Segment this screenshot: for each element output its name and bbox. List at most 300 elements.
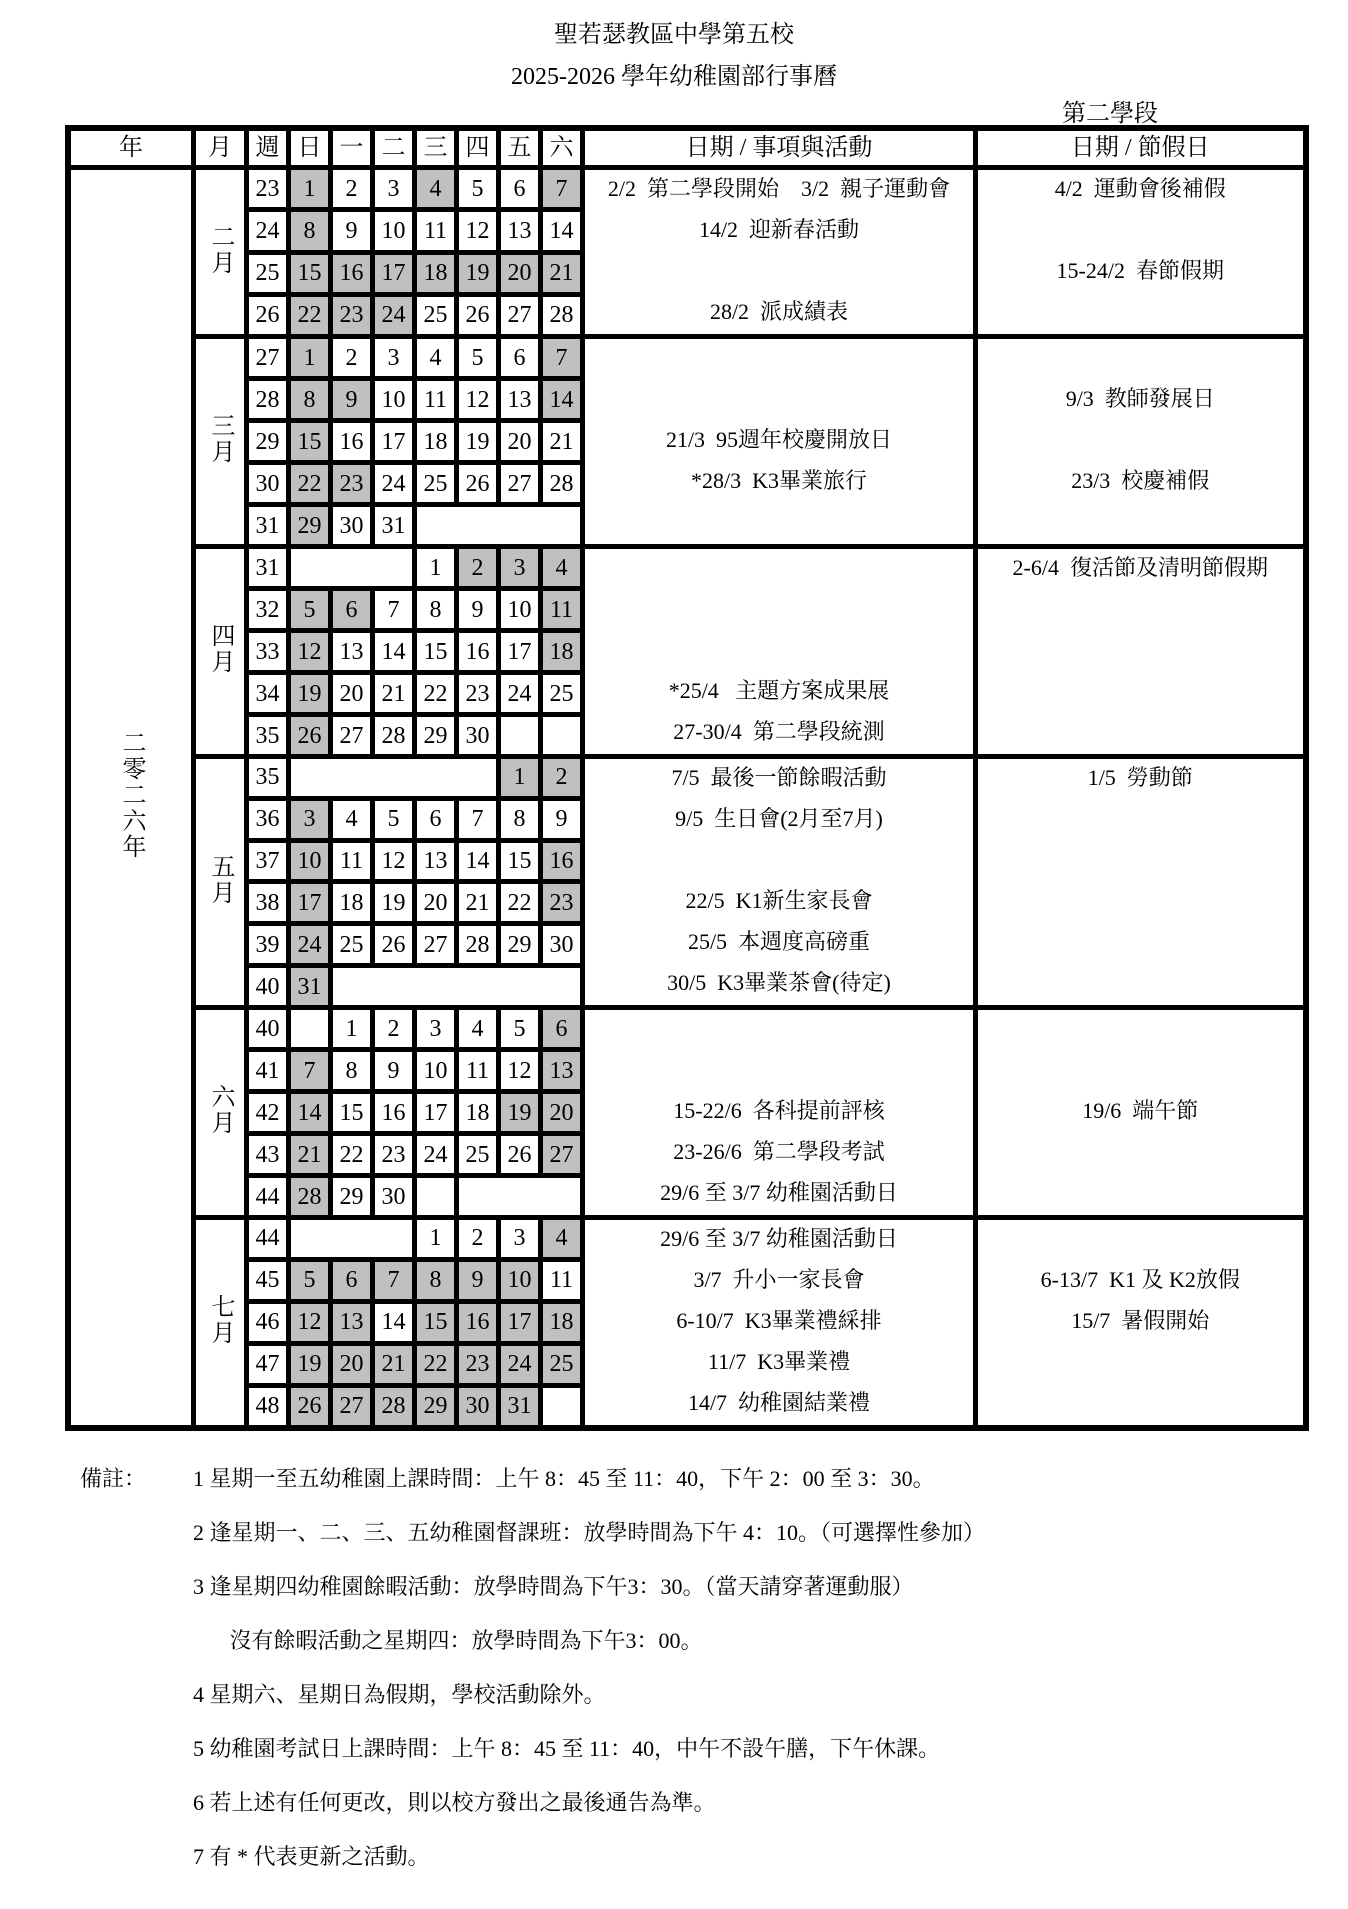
notes-label: 備註： xyxy=(80,1466,147,1491)
day-cell: 24 xyxy=(373,463,415,505)
day-cell: 20 xyxy=(415,882,457,924)
day-cell: 25 xyxy=(415,463,457,505)
week-number: 24 xyxy=(247,210,289,252)
header-day-sat: 六 xyxy=(541,128,583,168)
day-cell: 19 xyxy=(457,252,499,294)
day-cell: 11 xyxy=(541,589,583,631)
holiday-item xyxy=(978,1384,1303,1425)
week-number: 39 xyxy=(247,924,289,966)
day-cell: 17 xyxy=(499,1301,541,1343)
empty-day-cell xyxy=(289,1008,331,1050)
day-cell: 2 xyxy=(331,168,373,210)
event-item: 27-30/4 第二學段統測 xyxy=(673,719,885,744)
day-cell: 24 xyxy=(499,1343,541,1385)
holidays-cell xyxy=(976,1008,1306,1218)
day-cell: 30 xyxy=(331,505,373,547)
day-cell: 12 xyxy=(373,840,415,882)
event-item: 29/6 至 3/7 幼稚園活動日 xyxy=(660,1180,898,1205)
calendar-body xyxy=(68,168,1306,1429)
note-item: 4 星期六、星期日為假期，學校活動除外。 xyxy=(193,1682,606,1707)
day-cell: 24 xyxy=(373,294,415,336)
day-cell: 21 xyxy=(541,252,583,294)
week-number: 31 xyxy=(247,505,289,547)
day-cell: 15 xyxy=(289,421,331,463)
empty-day-cell xyxy=(457,1176,583,1218)
header-week: 週 xyxy=(247,128,289,168)
day-cell: 16 xyxy=(331,252,373,294)
day-cell: 19 xyxy=(457,421,499,463)
week-number: 34 xyxy=(247,673,289,715)
day-cell: 28 xyxy=(373,1385,415,1428)
event-item: 11/7 K3畢業禮 xyxy=(707,1349,851,1374)
week-number: 42 xyxy=(247,1092,289,1134)
holiday-item: 9/3 教師發展日 xyxy=(1065,386,1215,411)
day-cell: 22 xyxy=(289,294,331,336)
day-cell: 15 xyxy=(289,252,331,294)
note-item: 2 逢星期一、二、三、五幼稚園督課班：放學時間為下午 4：10。（可選擇性參加） xyxy=(193,1520,986,1545)
holiday-item: 2-6/4 復活節及清明節假期 xyxy=(1012,555,1268,580)
week-row xyxy=(68,757,1306,799)
day-cell: 20 xyxy=(499,421,541,463)
day-cell: 10 xyxy=(373,210,415,252)
note-item: 1 星期一至五幼稚園上課時間：上午 8：45 至 11：40，下午 2：00 至 3：30。 xyxy=(193,1466,935,1491)
week-row xyxy=(68,1008,1306,1050)
empty-day-cell xyxy=(541,715,583,757)
holiday-item: 4/2 運動會後補假 xyxy=(1054,176,1226,201)
day-cell: 11 xyxy=(331,840,373,882)
week-number: 35 xyxy=(247,757,289,799)
day-cell: 31 xyxy=(289,966,331,1008)
day-cell: 27 xyxy=(331,715,373,757)
day-cell: 11 xyxy=(541,1259,583,1301)
day-cell: 15 xyxy=(331,1092,373,1134)
day-cell: 23 xyxy=(331,463,373,505)
week-number: 26 xyxy=(247,294,289,336)
empty-day-cell xyxy=(289,757,499,799)
week-number: 23 xyxy=(247,168,289,210)
day-cell: 16 xyxy=(331,421,373,463)
day-cell: 26 xyxy=(499,1134,541,1176)
day-cell: 28 xyxy=(541,294,583,336)
day-cell: 30 xyxy=(541,924,583,966)
events-cell xyxy=(583,1008,976,1218)
day-cell: 7 xyxy=(541,168,583,210)
holiday-item: 15-24/2 春節假期 xyxy=(1056,258,1224,283)
note-item: 7 有 * 代表更新之活動。 xyxy=(193,1844,430,1869)
day-cell: 14 xyxy=(373,1301,415,1343)
event-item: 21/3 95週年校慶開放日 xyxy=(665,427,893,452)
day-cell: 4 xyxy=(415,337,457,379)
holiday-item: 6-13/7 K1 及 K2放假 xyxy=(1040,1267,1240,1292)
day-cell: 12 xyxy=(457,210,499,252)
day-cell: 6 xyxy=(499,168,541,210)
day-cell: 26 xyxy=(457,294,499,336)
week-number: 36 xyxy=(247,798,289,840)
month-label: 七月 xyxy=(207,1294,233,1346)
event-item xyxy=(585,841,973,882)
day-cell: 2 xyxy=(373,1008,415,1050)
school-name: 聖若瑟教區中學第五校 xyxy=(554,22,794,48)
day-cell: 9 xyxy=(373,1050,415,1092)
month-label: 五月 xyxy=(207,853,233,906)
day-cell: 5 xyxy=(457,168,499,210)
day-cell: 23 xyxy=(457,673,499,715)
day-cell: 14 xyxy=(373,631,415,673)
year-label: 二零二六年 xyxy=(118,730,144,860)
day-cell: 20 xyxy=(541,1092,583,1134)
day-cell: 23 xyxy=(331,294,373,336)
holiday-item xyxy=(978,293,1303,334)
day-cell: 19 xyxy=(289,673,331,715)
day-cell: 23 xyxy=(457,1343,499,1385)
week-number: 38 xyxy=(247,882,289,924)
week-row xyxy=(68,168,1306,210)
week-number: 45 xyxy=(247,1259,289,1301)
empty-day-cell xyxy=(289,547,415,589)
week-number: 40 xyxy=(247,966,289,1008)
day-cell: 27 xyxy=(541,1134,583,1176)
day-cell: 24 xyxy=(499,673,541,715)
header-day-wed: 三 xyxy=(415,128,457,168)
event-item: 7/5 最後一節餘暇活動 xyxy=(671,765,887,790)
holiday-item xyxy=(978,590,1303,631)
day-cell: 2 xyxy=(331,337,373,379)
day-cell: 17 xyxy=(289,882,331,924)
note-item: 6 若上述有任何更改，則以校方發出之最後通告為準。 xyxy=(193,1790,716,1815)
day-cell: 9 xyxy=(331,379,373,421)
holiday-item xyxy=(978,800,1303,841)
day-cell: 30 xyxy=(373,1176,415,1218)
events-cell xyxy=(583,337,976,547)
day-cell: 27 xyxy=(415,924,457,966)
day-cell: 1 xyxy=(499,757,541,799)
day-cell: 6 xyxy=(541,1008,583,1050)
day-cell: 5 xyxy=(289,1259,331,1301)
week-number: 46 xyxy=(247,1301,289,1343)
year-cell xyxy=(68,168,194,1429)
day-cell: 27 xyxy=(499,294,541,336)
event-item xyxy=(585,252,973,293)
holiday-item xyxy=(978,1343,1303,1384)
holiday-item xyxy=(978,964,1303,1005)
week-number: 30 xyxy=(247,463,289,505)
day-cell: 5 xyxy=(499,1008,541,1050)
header-year: 年 xyxy=(68,128,194,168)
holiday-item xyxy=(978,1010,1303,1051)
month-label: 二月 xyxy=(207,223,233,276)
day-cell: 17 xyxy=(415,1092,457,1134)
day-cell: 29 xyxy=(499,924,541,966)
day-cell: 1 xyxy=(331,1008,373,1050)
day-cell: 9 xyxy=(457,1259,499,1301)
day-cell: 13 xyxy=(541,1050,583,1092)
day-cell: 20 xyxy=(499,252,541,294)
header-row xyxy=(68,128,1306,168)
day-cell: 8 xyxy=(499,798,541,840)
day-cell: 29 xyxy=(289,505,331,547)
day-cell: 21 xyxy=(373,1343,415,1385)
day-cell: 9 xyxy=(331,210,373,252)
day-cell: 2 xyxy=(457,1218,499,1260)
week-row xyxy=(68,547,1306,589)
note-item: 沒有餘暇活動之星期四：放學時間為下午3：00。 xyxy=(213,1628,703,1653)
day-cell: 3 xyxy=(373,168,415,210)
holidays-cell xyxy=(976,168,1306,337)
holidays-cell xyxy=(976,337,1306,547)
event-item xyxy=(585,631,973,672)
day-cell: 13 xyxy=(331,1301,373,1343)
month-cell xyxy=(194,757,247,1008)
day-cell: 25 xyxy=(541,673,583,715)
day-cell: 10 xyxy=(373,379,415,421)
event-item: 14/7 幼稚園結業禮 xyxy=(687,1390,871,1415)
holiday-item xyxy=(978,1174,1303,1215)
day-cell: 21 xyxy=(541,421,583,463)
day-cell: 27 xyxy=(331,1385,373,1428)
day-cell: 28 xyxy=(541,463,583,505)
month-label: 四月 xyxy=(207,623,233,675)
holiday-item: 15/7 暑假開始 xyxy=(1071,1308,1210,1333)
day-cell: 28 xyxy=(289,1176,331,1218)
day-cell: 16 xyxy=(373,1092,415,1134)
header-month: 月 xyxy=(194,128,247,168)
note-item: 5 幼稚園考試日上課時間：上午 8：45 至 11：40，中午不設午膳，下午休課。 xyxy=(193,1736,941,1761)
day-cell: 20 xyxy=(331,673,373,715)
day-cell: 13 xyxy=(499,379,541,421)
day-cell: 8 xyxy=(289,379,331,421)
day-cell: 4 xyxy=(415,168,457,210)
month-cell xyxy=(194,337,247,547)
week-number: 25 xyxy=(247,252,289,294)
header-day-thu: 四 xyxy=(457,128,499,168)
day-cell: 7 xyxy=(373,1259,415,1301)
day-cell: 22 xyxy=(289,463,331,505)
month-label: 六月 xyxy=(207,1084,233,1136)
day-cell: 7 xyxy=(541,337,583,379)
events-cell xyxy=(583,1218,976,1429)
day-cell: 13 xyxy=(331,631,373,673)
events-cell xyxy=(583,757,976,1008)
month-cell xyxy=(194,1218,247,1429)
week-number: 37 xyxy=(247,840,289,882)
day-cell: 7 xyxy=(289,1050,331,1092)
day-cell: 28 xyxy=(457,924,499,966)
day-cell: 17 xyxy=(373,252,415,294)
day-cell: 18 xyxy=(415,421,457,463)
day-cell: 24 xyxy=(289,924,331,966)
header-day-fri: 五 xyxy=(499,128,541,168)
empty-day-cell xyxy=(499,715,541,757)
week-number: 44 xyxy=(247,1176,289,1218)
day-cell: 25 xyxy=(331,924,373,966)
day-cell: 2 xyxy=(457,547,499,589)
day-cell: 12 xyxy=(289,1301,331,1343)
event-item xyxy=(585,380,973,421)
day-cell: 26 xyxy=(289,715,331,757)
day-cell: 1 xyxy=(289,337,331,379)
week-number: 44 xyxy=(247,1218,289,1260)
day-cell: 26 xyxy=(457,463,499,505)
events-cell xyxy=(583,168,976,337)
day-cell: 29 xyxy=(331,1176,373,1218)
event-item: 22/5 K1新生家長會 xyxy=(685,888,873,913)
day-cell: 3 xyxy=(499,547,541,589)
empty-day-cell xyxy=(415,505,583,547)
day-cell: 2 xyxy=(541,757,583,799)
day-cell: 11 xyxy=(415,210,457,252)
day-cell: 7 xyxy=(457,798,499,840)
day-cell: 22 xyxy=(331,1134,373,1176)
school-calendar-table xyxy=(65,125,1309,1431)
event-item: 9/5 生日會(2月至7月) xyxy=(675,806,883,831)
day-cell: 31 xyxy=(373,505,415,547)
empty-day-cell xyxy=(331,966,583,1008)
day-cell: 12 xyxy=(499,1050,541,1092)
events-cell xyxy=(583,547,976,757)
holiday-item xyxy=(978,211,1303,252)
week-row xyxy=(68,337,1306,379)
holiday-item xyxy=(978,631,1303,672)
day-cell: 21 xyxy=(457,882,499,924)
day-cell: 10 xyxy=(415,1050,457,1092)
event-item: 15-22/6 各科提前評核 xyxy=(673,1098,885,1123)
holiday-item xyxy=(978,1051,1303,1092)
header-day-tue: 二 xyxy=(373,128,415,168)
day-cell: 10 xyxy=(499,1259,541,1301)
event-item: 6-10/7 K3畢業禮綵排 xyxy=(676,1308,882,1333)
day-cell: 27 xyxy=(499,463,541,505)
holiday-item xyxy=(978,421,1303,462)
day-cell: 8 xyxy=(289,210,331,252)
week-number: 48 xyxy=(247,1385,289,1428)
day-cell: 11 xyxy=(457,1050,499,1092)
day-cell: 6 xyxy=(499,337,541,379)
day-cell: 18 xyxy=(415,252,457,294)
week-number: 47 xyxy=(247,1343,289,1385)
holiday-item xyxy=(978,713,1303,754)
day-cell: 15 xyxy=(415,1301,457,1343)
event-item: *28/3 K3畢業旅行 xyxy=(690,468,867,493)
week-number: 40 xyxy=(247,1008,289,1050)
event-item: 14/2 迎新春活動 xyxy=(698,217,860,242)
day-cell: 21 xyxy=(373,673,415,715)
header-day-sun: 日 xyxy=(289,128,331,168)
holiday-item xyxy=(978,503,1303,544)
day-cell: 14 xyxy=(289,1092,331,1134)
holiday-item xyxy=(978,923,1303,964)
day-cell: 18 xyxy=(541,631,583,673)
holidays-cell xyxy=(976,757,1306,1008)
day-cell: 5 xyxy=(373,798,415,840)
event-item: 3/7 升小一家長會 xyxy=(693,1267,865,1292)
day-cell: 14 xyxy=(541,210,583,252)
holiday-item: 23/3 校慶補假 xyxy=(1071,468,1210,493)
event-item: 23-26/6 第二學段考試 xyxy=(673,1139,885,1164)
week-number: 29 xyxy=(247,421,289,463)
day-cell: 5 xyxy=(457,337,499,379)
day-cell: 3 xyxy=(289,798,331,840)
day-cell: 15 xyxy=(415,631,457,673)
day-cell: 19 xyxy=(289,1343,331,1385)
day-cell: 3 xyxy=(373,337,415,379)
day-cell: 10 xyxy=(499,589,541,631)
event-item: 29/6 至 3/7 幼稚園活動日 xyxy=(660,1226,898,1251)
event-item: 2/2 第二學段開始 3/2 親子運動會 xyxy=(607,176,951,201)
day-cell: 5 xyxy=(289,589,331,631)
day-cell: 29 xyxy=(415,1385,457,1428)
day-cell: 6 xyxy=(415,798,457,840)
day-cell: 18 xyxy=(457,1092,499,1134)
day-cell: 6 xyxy=(331,589,373,631)
week-number: 35 xyxy=(247,715,289,757)
day-cell: 10 xyxy=(289,840,331,882)
holiday-item xyxy=(978,672,1303,713)
note-item: 3 逢星期四幼稚園餘暇活動：放學時間為下午3：30。（當天請穿著運動服） xyxy=(193,1574,914,1599)
empty-day-cell xyxy=(289,1218,415,1260)
day-cell: 8 xyxy=(415,589,457,631)
day-cell: 22 xyxy=(499,882,541,924)
day-cell: 14 xyxy=(457,840,499,882)
event-item xyxy=(585,503,973,544)
holiday-item xyxy=(978,1133,1303,1174)
day-cell: 4 xyxy=(331,798,373,840)
event-item xyxy=(585,549,973,590)
day-cell: 26 xyxy=(289,1385,331,1428)
week-number: 32 xyxy=(247,589,289,631)
month-cell xyxy=(194,168,247,337)
day-cell: 8 xyxy=(331,1050,373,1092)
week-number: 28 xyxy=(247,379,289,421)
day-cell: 19 xyxy=(373,882,415,924)
day-cell: 13 xyxy=(415,840,457,882)
event-item xyxy=(585,1010,973,1051)
header-day-mon: 一 xyxy=(331,128,373,168)
day-cell: 17 xyxy=(499,631,541,673)
holiday-item: 1/5 勞動節 xyxy=(1087,765,1193,790)
day-cell: 12 xyxy=(289,631,331,673)
day-cell: 1 xyxy=(289,168,331,210)
day-cell: 18 xyxy=(331,882,373,924)
day-cell: 1 xyxy=(415,547,457,589)
day-cell: 25 xyxy=(415,294,457,336)
event-item: 25/5 本週度高磅重 xyxy=(687,929,871,954)
day-cell: 8 xyxy=(415,1259,457,1301)
header-holidays: 日期 / 節假日 xyxy=(976,128,1306,168)
day-cell: 31 xyxy=(499,1385,541,1428)
day-cell: 12 xyxy=(457,379,499,421)
holiday-item xyxy=(978,1220,1303,1261)
day-cell: 23 xyxy=(541,882,583,924)
day-cell: 15 xyxy=(499,840,541,882)
event-item: *25/4 主題方案成果展 xyxy=(668,678,890,703)
day-cell: 22 xyxy=(415,673,457,715)
day-cell: 29 xyxy=(415,715,457,757)
day-cell: 28 xyxy=(373,715,415,757)
day-cell: 24 xyxy=(415,1134,457,1176)
day-cell: 26 xyxy=(373,924,415,966)
header-events: 日期 / 事項與活動 xyxy=(583,128,976,168)
day-cell: 7 xyxy=(373,589,415,631)
holiday-item xyxy=(978,339,1303,380)
day-cell: 21 xyxy=(289,1134,331,1176)
holiday-item xyxy=(978,841,1303,882)
day-cell: 6 xyxy=(331,1259,373,1301)
week-number: 43 xyxy=(247,1134,289,1176)
holiday-item: 19/6 端午節 xyxy=(1082,1098,1199,1123)
day-cell: 30 xyxy=(457,715,499,757)
week-row xyxy=(68,1218,1306,1260)
day-cell: 16 xyxy=(457,1301,499,1343)
